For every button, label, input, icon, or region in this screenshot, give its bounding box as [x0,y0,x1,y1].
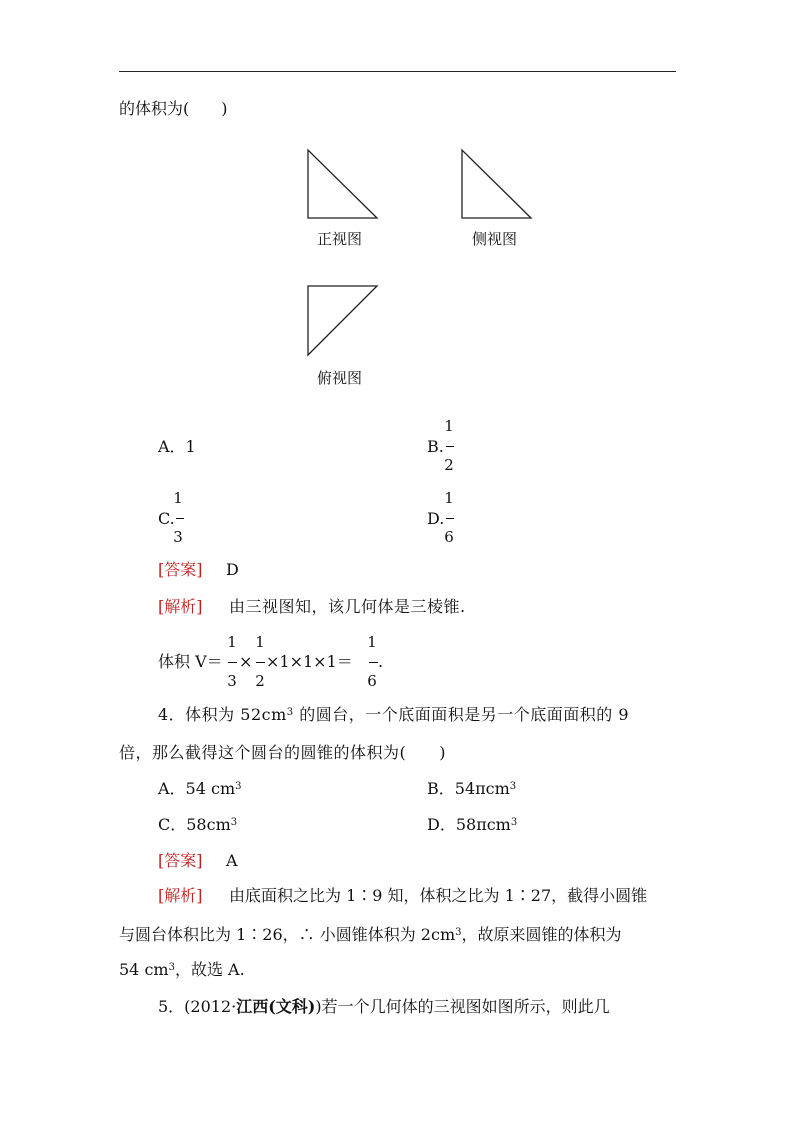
formula-times: × [239,652,253,671]
three-view-figure [290,140,550,395]
option-d-prefix: D. [427,509,445,528]
q4-analysis-line1: 由底面积之比为 1∶9 知，体积之比为 1∶27，截得小圆锥 [229,886,648,905]
option-d-fraction-bar [446,518,454,519]
top-view-triangle [308,286,377,355]
side-view-triangle [462,150,531,218]
option-c-numerator: 1 [173,489,183,507]
top-view-label: 俯视图 [317,369,363,387]
q4-answer-tag: [答案] [158,851,203,870]
header-rule [119,71,676,72]
volume-formula-prefix: 体积 V＝ [158,652,223,671]
q4-analysis-tag: [解析] [158,886,203,905]
option-b-numerator: 1 [444,417,454,435]
formula-frac2-den: 2 [255,672,265,690]
q4-answer-value: A [226,851,238,870]
q4-analysis-line3: 54 $cm^3$，故选 A. [119,960,245,979]
formula-result-den: 6 [367,672,377,690]
option-c-fraction-bar [176,518,184,519]
formula-frac2-num: 1 [255,633,265,651]
q4-analysis-line2: 与圆台体积比为 1∶26，∴ 小圆锥体积为 $2cm^3$，故原来圆锥的体积为 [119,925,622,944]
analysis-tag: [解析] [158,597,203,616]
q4-line2: 倍，那么截得这个圆台的圆锥的体积为( ) [119,743,446,762]
formula-frac1-bar [228,662,237,663]
option-d-denominator: 6 [444,528,454,546]
q5-line1: 5．(2012·江西(文科))若一个几何体的三视图如图所示，则此几 [158,997,610,1016]
side-view-label: 侧视图 [472,230,518,248]
q4-option-d: D．58πcm$^3$ [427,815,518,834]
option-c-prefix: C. [158,509,175,528]
answer-tag: [答案] [158,560,203,579]
q4-option-a: A．54 $cm^3$ [158,779,242,798]
formula-frac1-num: 1 [227,633,237,651]
formula-result-bar [369,662,378,663]
option-b-fraction-bar [446,446,454,447]
answer-value: D [226,560,239,579]
option-b-prefix: B. [427,437,444,456]
formula-result-num: 1 [367,633,377,651]
formula-frac2-bar [256,662,265,663]
question-stem-tail: 的体积为( ) [119,99,228,118]
formula-mid: ×1×1×1＝ [266,652,353,671]
option-d-numerator: 1 [444,489,454,507]
q4-option-b: B．54πcm$^3$ [427,779,517,798]
q4-line1: 4．体积为 $52cm^3$ 的圆台，一个底面面积是另一个底面面积的 9 [158,705,629,724]
q4-option-c: C．$58cm^3$ [158,815,238,834]
formula-end: . [378,652,384,671]
option-c-denominator: 3 [173,528,183,546]
option-b-denominator: 2 [444,456,454,474]
front-view-label: 正视图 [317,230,363,248]
formula-frac1-den: 3 [227,672,237,690]
front-view-triangle [308,150,377,218]
analysis-text: 由三视图知，该几何体是三棱锥. [229,597,466,616]
option-a: A．1 [158,437,196,456]
